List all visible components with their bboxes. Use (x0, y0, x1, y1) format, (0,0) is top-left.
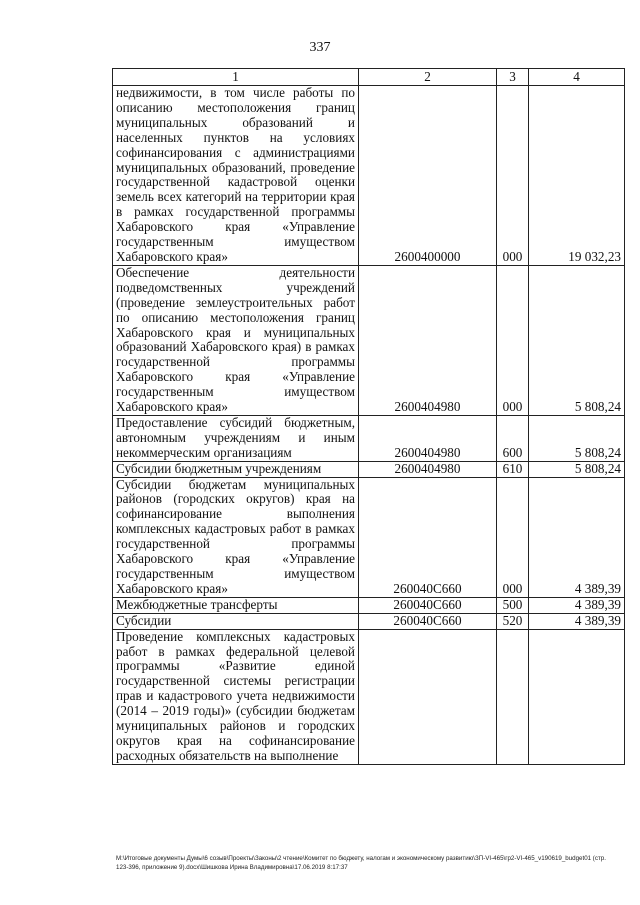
row-name: Межбюджетные трансферты (113, 597, 359, 613)
row-target-code: 260040С660 (359, 597, 497, 613)
row-amount: 5 808,24 (529, 461, 625, 477)
row-expense-type (497, 629, 529, 764)
column-header: 4 (529, 69, 625, 86)
row-amount: 5 808,24 (529, 265, 625, 415)
row-name: Субсидии (113, 613, 359, 629)
document-path-footer: M:\Итоговые документы Думы\6 созыв\Проекты\Законы\2 чтение\Комитет по бюджету, налогам и экономическому развитию\ЗП-VI-465\гр2-VI-465_v190619_budget01 (стр.123-396, приложение 9).docx\Шишкова Ирина Владимировна\17.06.2019 8:17:37 (116, 855, 606, 871)
table-row (113, 477, 625, 597)
table-row (113, 461, 625, 477)
row-amount: 5 808,24 (529, 415, 625, 461)
row-target-code (359, 629, 497, 764)
row-expense-type: 610 (497, 461, 529, 477)
row-expense-type: 520 (497, 613, 529, 629)
row-name: недвижимости, в том числе работы по описанию местоположения границ муниципальных образований и населенных пунктов на условиях софинансирования с администрациями муниципальных образований, проведение государственной кадастровой оценки земель всех категорий на территории края в рамках государственной программы Хабаровского края «Управление государственным имуществом Хабаровского края» (113, 86, 359, 266)
row-amount: 4 389,39 (529, 597, 625, 613)
row-target-code: 2600404980 (359, 415, 497, 461)
page-number: 337 (309, 40, 331, 55)
row-amount: 19 032,23 (529, 86, 625, 266)
row-expense-type: 000 (497, 86, 529, 266)
row-target-code: 2600404980 (359, 461, 497, 477)
row-expense-type: 000 (497, 477, 529, 597)
table-row (113, 613, 625, 629)
table-row (113, 629, 625, 764)
table-row (113, 265, 625, 415)
table-row (113, 415, 625, 461)
column-header: 2 (359, 69, 497, 86)
row-expense-type: 500 (497, 597, 529, 613)
column-header: 3 (497, 69, 529, 86)
row-expense-type: 600 (497, 415, 529, 461)
row-target-code: 2600400000 (359, 86, 497, 266)
row-amount: 4 389,39 (529, 613, 625, 629)
row-name: Проведение комплексных кадастровых работ в рамках федеральной целевой программы «Развитие единой государственной системы регистрации прав и кадастрового учета недвижимости (2014 – 2019 годы)» (субсидии бюджетам муниципальных районов и городских округов края на софинансирование расходных обязательств на выполнение (113, 629, 359, 764)
row-expense-type: 000 (497, 265, 529, 415)
row-name: Субсидии бюджетам муниципальных районов (городских округов) края на софинансирование выполнения комплексных кадастровых работ в рамках государственной программы Хабаровского края «Управление государственным имуществом Хабаровского края» (113, 477, 359, 597)
row-amount: 4 389,39 (529, 477, 625, 597)
table-row (113, 597, 625, 613)
row-amount (529, 629, 625, 764)
row-name: Обеспечение деятельности подведомственных учреждений (проведение землеустроительных работ по описанию местоположения границ Хабаровского края и муниципальных образований Хабаровского края) в рамках государственной программы Хабаровского края «Управление государственным имуществом Хабаровского края» (113, 265, 359, 415)
row-target-code: 2600404980 (359, 265, 497, 415)
row-target-code: 260040С660 (359, 613, 497, 629)
budget-table (112, 68, 625, 765)
row-name: Предоставление субсидий бюджетным, автономным учреждениям и иным некоммерческим организациям (113, 415, 359, 461)
table-header-row (113, 69, 625, 86)
column-header: 1 (113, 69, 359, 86)
table-row (113, 86, 625, 266)
row-target-code: 260040С660 (359, 477, 497, 597)
row-name: Субсидии бюджетным учреждениям (113, 461, 359, 477)
